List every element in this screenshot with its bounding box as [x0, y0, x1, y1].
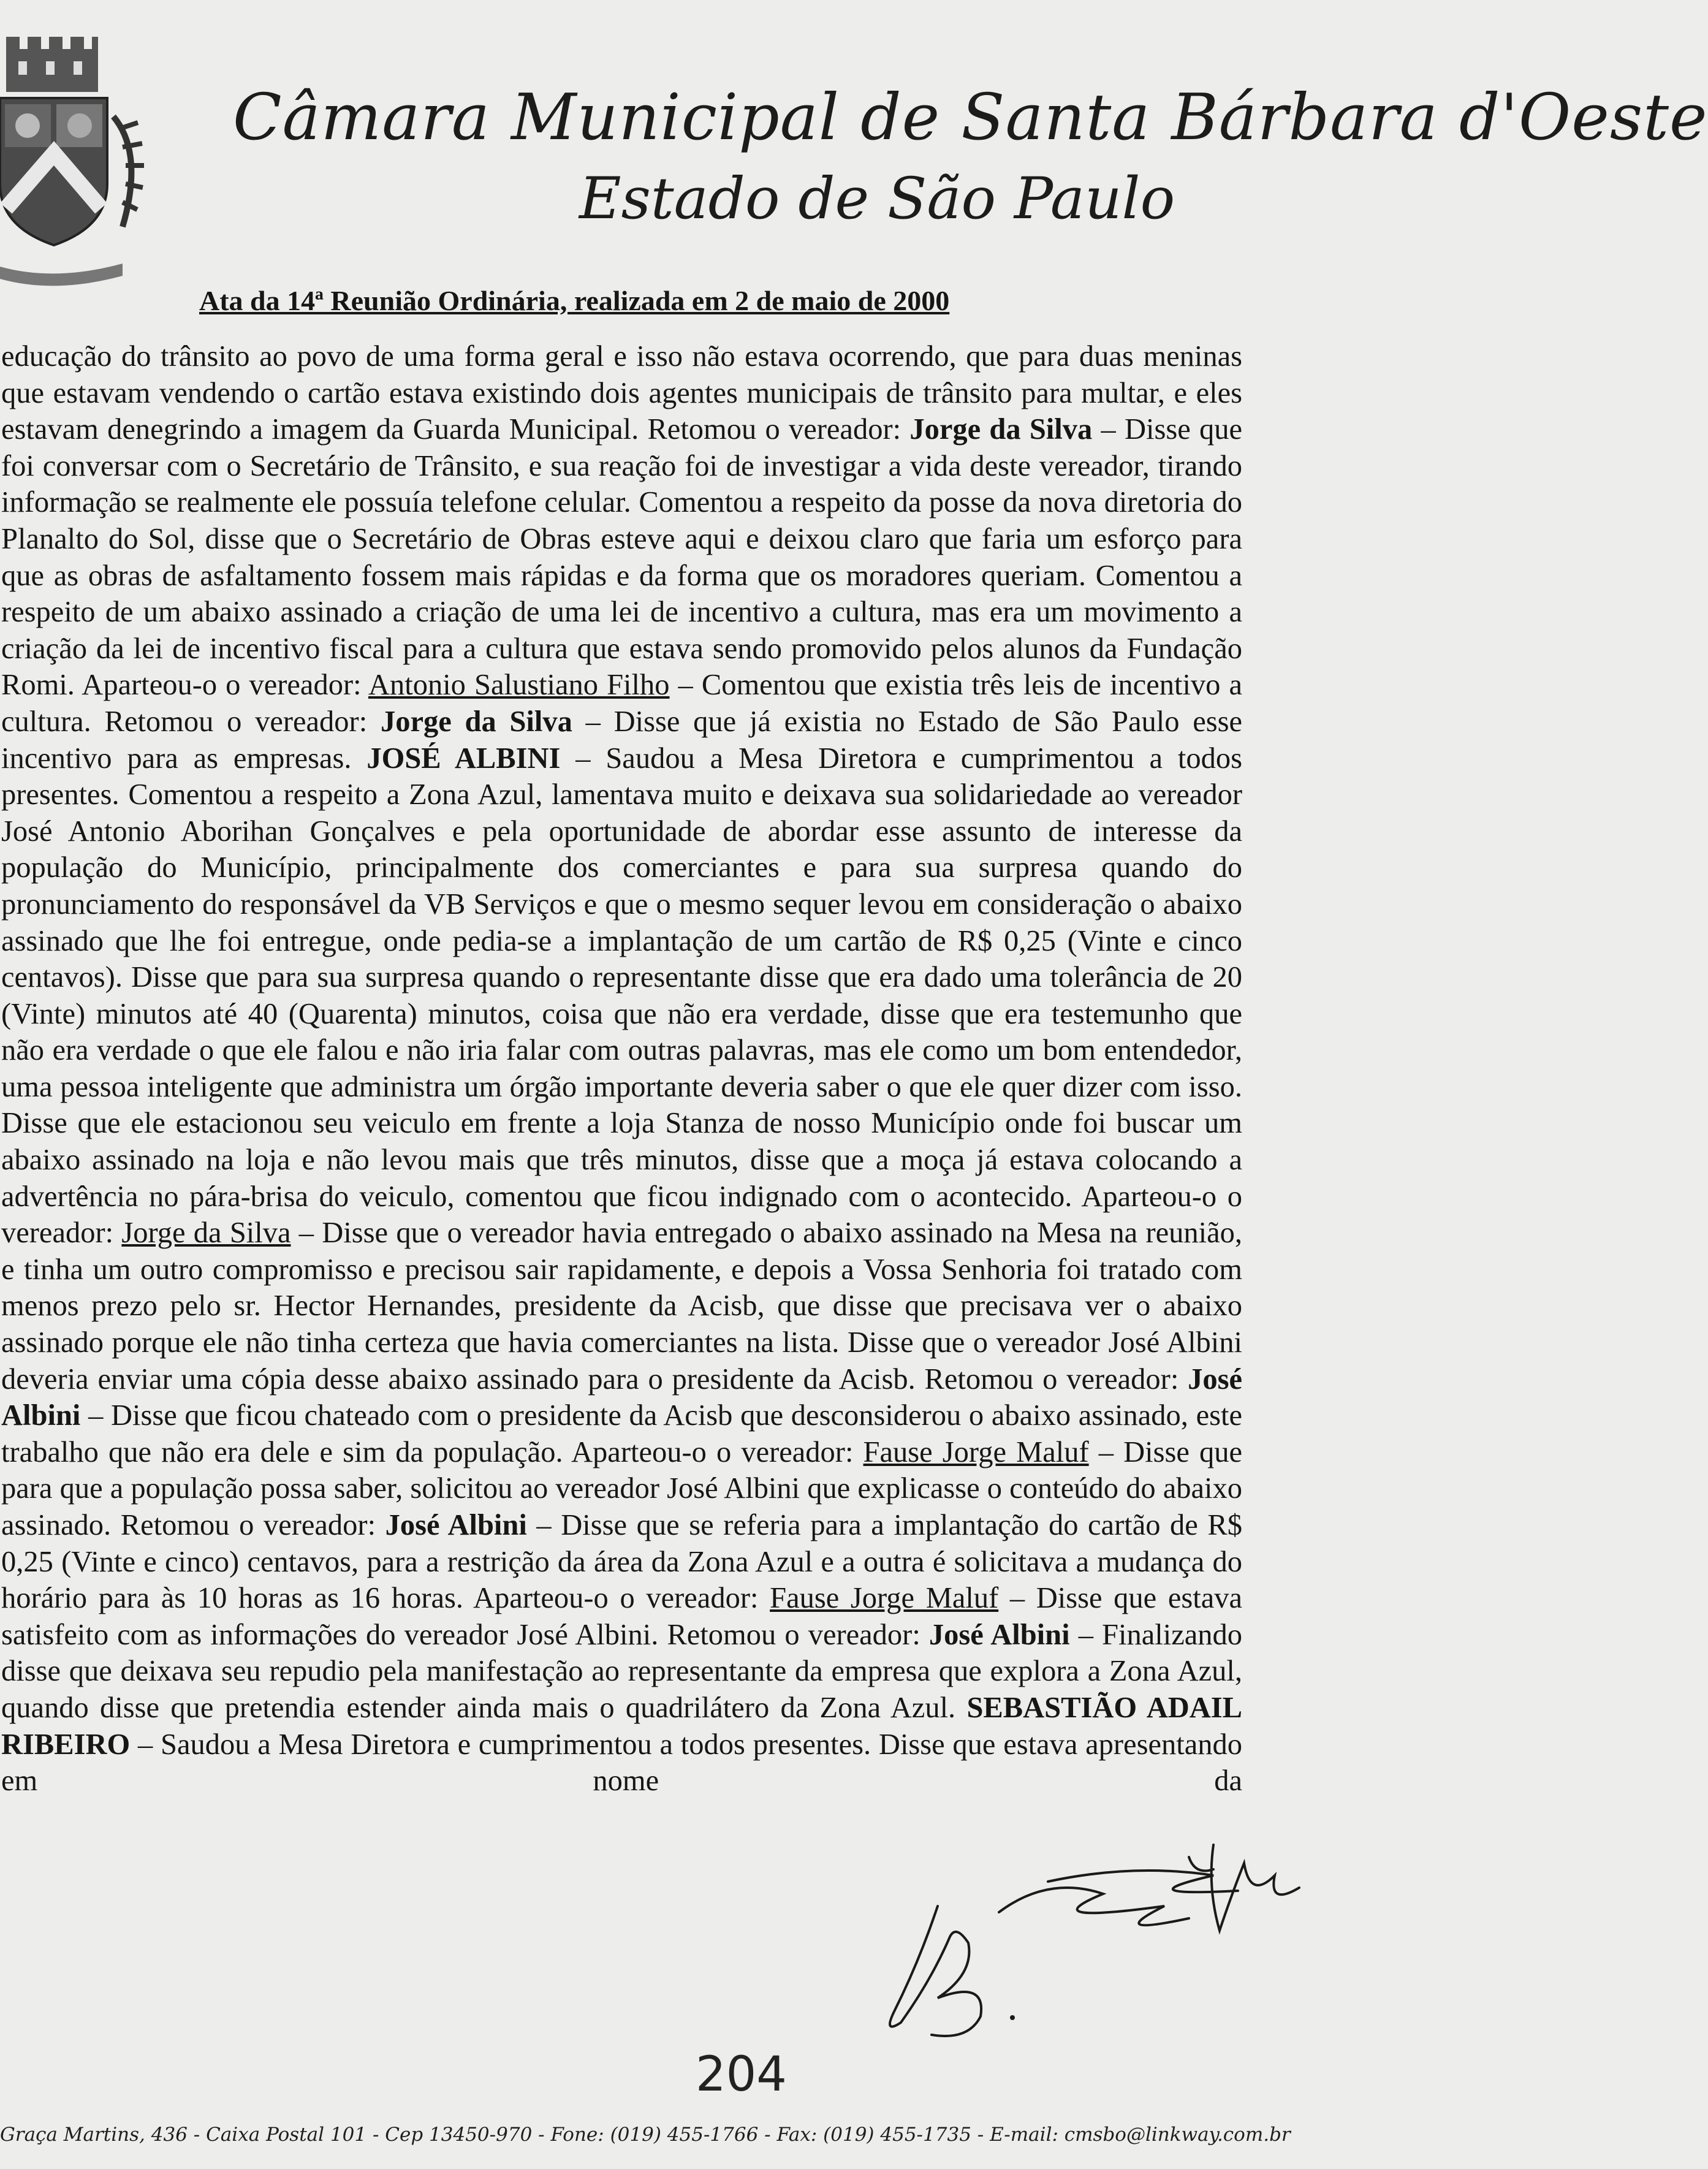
minutes-text-segment: – Disse que se referia para a implantação do cartão de R$ 0,25 (Vinte e cinco) centavos, para a restrição da área da Zona Azul e a outra é solicitava a mudança do horário para às 10 horas as 16 horas. Aparteou-o o vereador:	[1, 1509, 1243, 1615]
page-number: 204	[696, 2047, 787, 2102]
speaker-name: SEBASTIÃO ADAIL RIBEIRO	[1, 1691, 1242, 1761]
minutes-text-segment: – Disse que já existia no Estado de São Paulo esse incentivo para as empresas.	[1, 705, 1242, 775]
minutes-title: Ata da 14ª Reunião Ordinária, realizada em 2 de maio de 2000	[199, 285, 950, 316]
minutes-text-segment: – Disse que ficou chateado com o presidente da Acisb que desconsiderou o abaixo assinado, este trabalho que não era dele e sim da população. Aparteou-o o vereador:	[1, 1399, 1242, 1468]
speaker-name: José Albini	[1, 1362, 1242, 1432]
speaker-name: JOSÉ ALBINI	[366, 742, 561, 775]
minutes-text-segment: – Disse que foi conversar com o Secretário de Trânsito, e sua reação foi de investigar a vida deste vereador, tirando informação se realmente ele possuía telefone celular. Comentou a respeito da posse da nova diretoria do Planalto do Sol, disse que o Secretário de Obras esteve aqui e deixou claro que faria um esforço para que as obras de asfaltamento fossem mais rápidas e da forma que os moradores queriam. Comentou a respeito de um abaixo assinado a criação de uma lei de incentivo a cultura, mas era um movimento a criação da lei de incentivo fiscal para a cultura que estava sendo promovido pelos alunos da Fundação Romi. Aparteou-o o vereador:	[1, 413, 1242, 702]
minutes-text-segment: educação do trânsito ao povo de uma forma geral e isso não estava ocorrendo, que para duas meninas que estavam vendendo o cartão estava existindo dois agentes municipais de trânsito para multar, e eles estavam denegrindo a imagem da Guarda Municipal. Retomou o vereador:	[1, 340, 1242, 446]
chamber-contact-footer: Graça Martins, 436 - Caixa Postal 101 - Cep 13450-970 - Fone: (019) 455-1766 - Fax: (019) 455-1735 - E-mail: cmsbo@linkway.com.br	[0, 2124, 1291, 2146]
chamber-name-header: Câmara Municipal de Santa Bárbara d'Oeste	[233, 80, 1708, 154]
municipal-coat-of-arms	[0, 25, 153, 257]
minutes-text-segment: – Comentou que existia três leis de incentivo a cultura. Retomou o vereador:	[1, 669, 1242, 738]
minutes-text-segment: – Disse que para que a população possa saber, solicitou ao vereador José Albini que explicasse o conteúdo do abaixo assinado. Retomou o vereador:	[1, 1435, 1242, 1541]
aparteante-name: Fause Jorge Maluf	[770, 1582, 999, 1615]
minutes-text-segment: – Disse que o vereador havia entregado o abaixo assinado na Mesa na reunião, e tinha um outro compromisso e precisou sair rapidamente, e depois a Vossa Senhoria foi tratado com menos prezo pelo sr. Hector Hernandes, presidente da Acisb, que disse que precisava ver o abaixo assinado porque ele não tinha certeza que havia comerciantes na lista. Disse que o vereador José Albini deveria enviar uma cópia desse abaixo assinado para o presidente da Acisb. Retomou o vereador:	[1, 1217, 1243, 1396]
minutes-text-segment: – Disse que estava satisfeito com as informações do vereador José Albini. Retomou o vereador:	[1, 1582, 1243, 1651]
state-name-header: Estado de São Paulo	[579, 165, 1175, 232]
aparteante-name: Fause Jorge Maluf	[863, 1435, 1089, 1468]
aparteante-name: Antonio Salustiano Filho	[368, 669, 670, 702]
speaker-name: Jorge da Silva	[380, 705, 572, 738]
aparteante-name: Jorge da Silva	[121, 1217, 291, 1250]
minutes-text-segment: – Saudou a Mesa Diretora e cumprimentou a todos presentes. Disse que estava apresentando em nome da	[1, 1728, 1242, 1798]
speaker-name: Jorge da Silva	[909, 413, 1093, 446]
handwritten-signatures	[846, 1839, 1336, 2053]
speaker-name: José Albini	[928, 1618, 1070, 1651]
minutes-body-text	[1, 338, 1242, 1799]
minutes-text-segment: – Finalizando disse que deixava seu repudio pela manifestação ao representante da empresa que explora a Zona Azul, quando disse que pretendia estender ainda mais o quadrilátero da Zona Azul.	[1, 1618, 1243, 1724]
speaker-name: José Albini	[385, 1509, 527, 1541]
minutes-text-segment: – Saudou a Mesa Diretora e cumprimentou a todos presentes. Comentou a respeito a Zona Azul, lamentava muito e deixava sua solidariedade ao vereador José Antonio Aborihan Gonçalves e pela oportunidade de abordar esse assunto de interesse da população do Município, principalmente dos comerciantes e para sua surpresa quando do pronunciamento do responsável da VB Serviços e que o mesmo sequer levou em consideração o abaixo assinado que lhe foi entregue, onde pedia-se a implantação de um cartão de R$ 0,25 (Vinte e cinco centavos). Disse que para sua surpresa quando o representante disse que era dado uma tolerância de 20 (Vinte) minutos até 40 (Quarenta) minutos, coisa que não era verdade, disse que era testemunho que não era verdade o que ele falou e não iria falar com outras palavras, mas ele como um bom entendedor, uma pessoa inteligente que administra um órgão importante deveria saber o que ele quer dizer com isso. Disse que ele estacionou seu veiculo em frente a loja Stanza de nosso Município onde foi buscar um abaixo assinado na loja e não levou mais que três minutos, disse que a moça já estava colocando a advertência no pára-brisa do veiculo, comentou que ficou indignado com o acontecido. Aparteou-o o vereador:	[1, 742, 1242, 1250]
